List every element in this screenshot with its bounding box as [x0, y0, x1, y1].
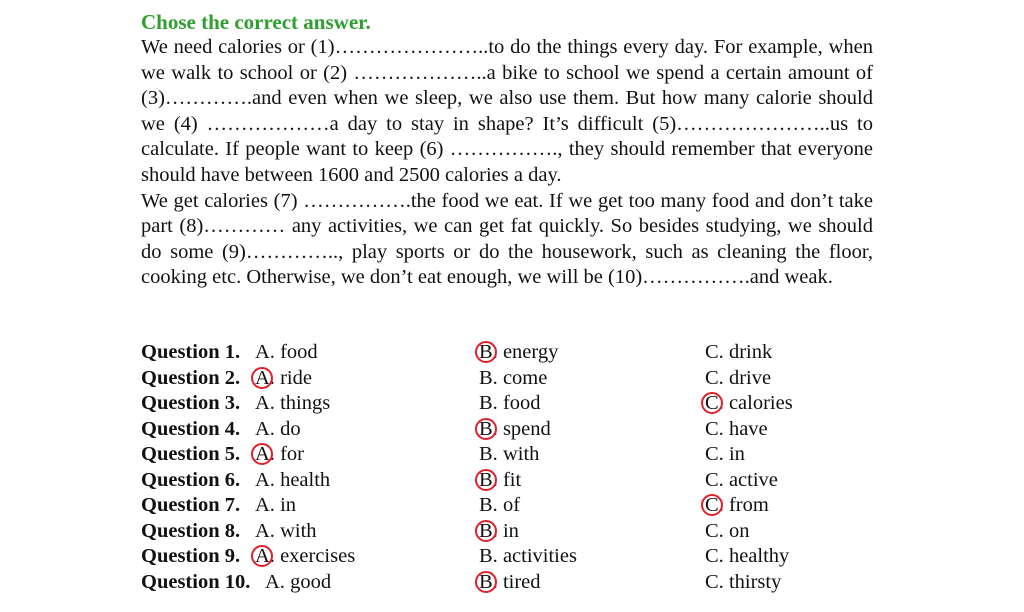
option-a[interactable] — [255, 544, 355, 570]
option-b[interactable] — [479, 544, 577, 570]
question-row — [141, 544, 941, 570]
option-text: good — [284, 570, 332, 593]
option-text: food — [497, 392, 541, 414]
option-letter: B. — [479, 443, 498, 465]
option-c[interactable] — [705, 340, 772, 366]
question-row — [141, 340, 941, 366]
option-text: things — [274, 392, 331, 414]
option-letter: C. — [705, 443, 724, 465]
question-row — [141, 493, 941, 519]
option-letter: C. — [705, 366, 724, 389]
option-text: fit — [497, 468, 522, 491]
option-letter: B. — [479, 366, 498, 389]
option-text: tired — [497, 570, 541, 593]
reading-passage — [141, 35, 873, 291]
option-letter: B. — [479, 519, 498, 545]
option-b[interactable] — [479, 366, 547, 392]
option-text: health — [274, 468, 331, 491]
option-letter: A. — [255, 468, 275, 491]
option-letter: B. — [479, 468, 498, 494]
option-text: food — [274, 341, 318, 363]
option-text: from — [723, 494, 769, 516]
option-b[interactable] — [479, 391, 541, 417]
option-letter: A. — [255, 494, 275, 516]
question-row — [141, 468, 941, 494]
question-label: Question 6. — [141, 468, 241, 491]
option-text: on — [723, 519, 750, 542]
option-a[interactable] — [255, 340, 318, 366]
option-letter: B. — [479, 340, 498, 366]
option-letter: A. — [255, 366, 275, 392]
option-text: thirsty — [723, 570, 782, 593]
option-letter: A. — [255, 341, 275, 363]
option-c[interactable] — [705, 544, 789, 570]
question-label: Question 1. — [141, 341, 241, 363]
option-text: energy — [497, 341, 559, 363]
option-a[interactable] — [255, 468, 330, 494]
option-letter: C. — [705, 341, 724, 363]
option-text: calories — [723, 392, 793, 414]
option-a[interactable] — [255, 519, 317, 545]
option-text: come — [497, 366, 548, 389]
option-letter: A. — [265, 570, 285, 593]
option-a[interactable] — [265, 570, 331, 596]
option-text: exercises — [274, 545, 356, 567]
option-text: drive — [723, 366, 772, 389]
option-c[interactable] — [705, 570, 781, 596]
option-b[interactable] — [479, 340, 558, 366]
option-a[interactable] — [255, 442, 304, 468]
option-a[interactable] — [255, 366, 312, 392]
question-label: Question 3. — [141, 392, 241, 414]
question-label: Question 10. — [141, 570, 251, 593]
option-text: ride — [274, 366, 312, 389]
option-text: with — [274, 519, 317, 542]
option-text: activities — [497, 545, 577, 567]
option-text: of — [497, 494, 521, 516]
option-b[interactable] — [479, 493, 520, 519]
option-c[interactable] — [705, 417, 768, 443]
option-text: healthy — [723, 545, 790, 567]
option-letter: C. — [705, 493, 724, 519]
option-text: in — [723, 443, 745, 465]
option-text: in — [497, 519, 519, 542]
option-letter: C. — [705, 545, 724, 567]
question-label: Question 2. — [141, 366, 241, 389]
question-row — [141, 417, 941, 443]
option-letter: B. — [479, 545, 498, 567]
option-c[interactable] — [705, 366, 771, 392]
question-label: Question 7. — [141, 494, 241, 516]
question-label: Question 5. — [141, 443, 241, 465]
question-row — [141, 442, 941, 468]
option-letter: C. — [705, 468, 724, 491]
option-letter: A. — [255, 544, 275, 570]
question-row — [141, 570, 941, 596]
option-letter: B. — [479, 417, 498, 443]
option-text: for — [274, 443, 304, 465]
option-c[interactable] — [705, 468, 778, 494]
option-text: active — [723, 468, 778, 491]
option-letter: C. — [705, 570, 724, 593]
option-letter: C. — [705, 519, 724, 542]
question-row — [141, 519, 941, 545]
option-text: drink — [723, 341, 773, 363]
option-text: in — [274, 494, 297, 516]
option-a[interactable] — [255, 417, 301, 443]
option-letter: A. — [255, 417, 275, 440]
option-letter: C. — [705, 391, 724, 417]
option-letter: B. — [479, 570, 498, 596]
option-letter: A. — [255, 392, 275, 414]
option-text: do — [274, 417, 301, 440]
option-b[interactable] — [479, 519, 519, 545]
exercise-title: Chose the correct answer. — [141, 10, 371, 34]
option-c[interactable] — [705, 519, 749, 545]
question-row — [141, 366, 941, 392]
question-row — [141, 391, 941, 417]
option-text: with — [497, 443, 540, 465]
option-letter: A. — [255, 519, 275, 542]
question-label: Question 4. — [141, 417, 241, 440]
passage-paragraph-2: We get calories (7) …………….the food we eat. If we get too many food and don’t take part (8)………… any activities, we can get fat quickly. So besides studying, we should do some (9)………….., play sports or do the housework, such as cleaning the floor, cooking etc. Otherwise, we don’t eat enough, we will be (10)…………….and weak. — [141, 189, 873, 289]
passage-paragraph-1: We need calories or (1)…………………..to do the things every day. For example, when we walk to school or (2) ………………..a bike to school we spend a certain amount of (3)………….and even when we sleep, we also use them. But how many calorie should we (4) ………………a day to stay in shape? It’s difficult (5)…………………..us to calculate. If people want to keep (6) ……………., they should remember that everyone should have between 1600 and 2500 calories a day. — [141, 36, 873, 186]
option-letter: B. — [479, 494, 498, 516]
question-label: Question 9. — [141, 545, 241, 567]
option-letter: C. — [705, 417, 724, 440]
question-list — [141, 340, 941, 595]
option-a[interactable] — [255, 391, 330, 417]
option-b[interactable] — [479, 570, 541, 596]
option-c[interactable] — [705, 391, 793, 417]
option-text: spend — [497, 417, 551, 440]
question-label: Question 8. — [141, 519, 241, 542]
option-b[interactable] — [479, 417, 551, 443]
option-letter: B. — [479, 392, 498, 414]
option-text: have — [723, 417, 768, 440]
option-b[interactable] — [479, 468, 521, 494]
option-b[interactable] — [479, 442, 539, 468]
option-c[interactable] — [705, 493, 769, 519]
option-c[interactable] — [705, 442, 745, 468]
option-letter: A. — [255, 442, 275, 468]
option-a[interactable] — [255, 493, 296, 519]
